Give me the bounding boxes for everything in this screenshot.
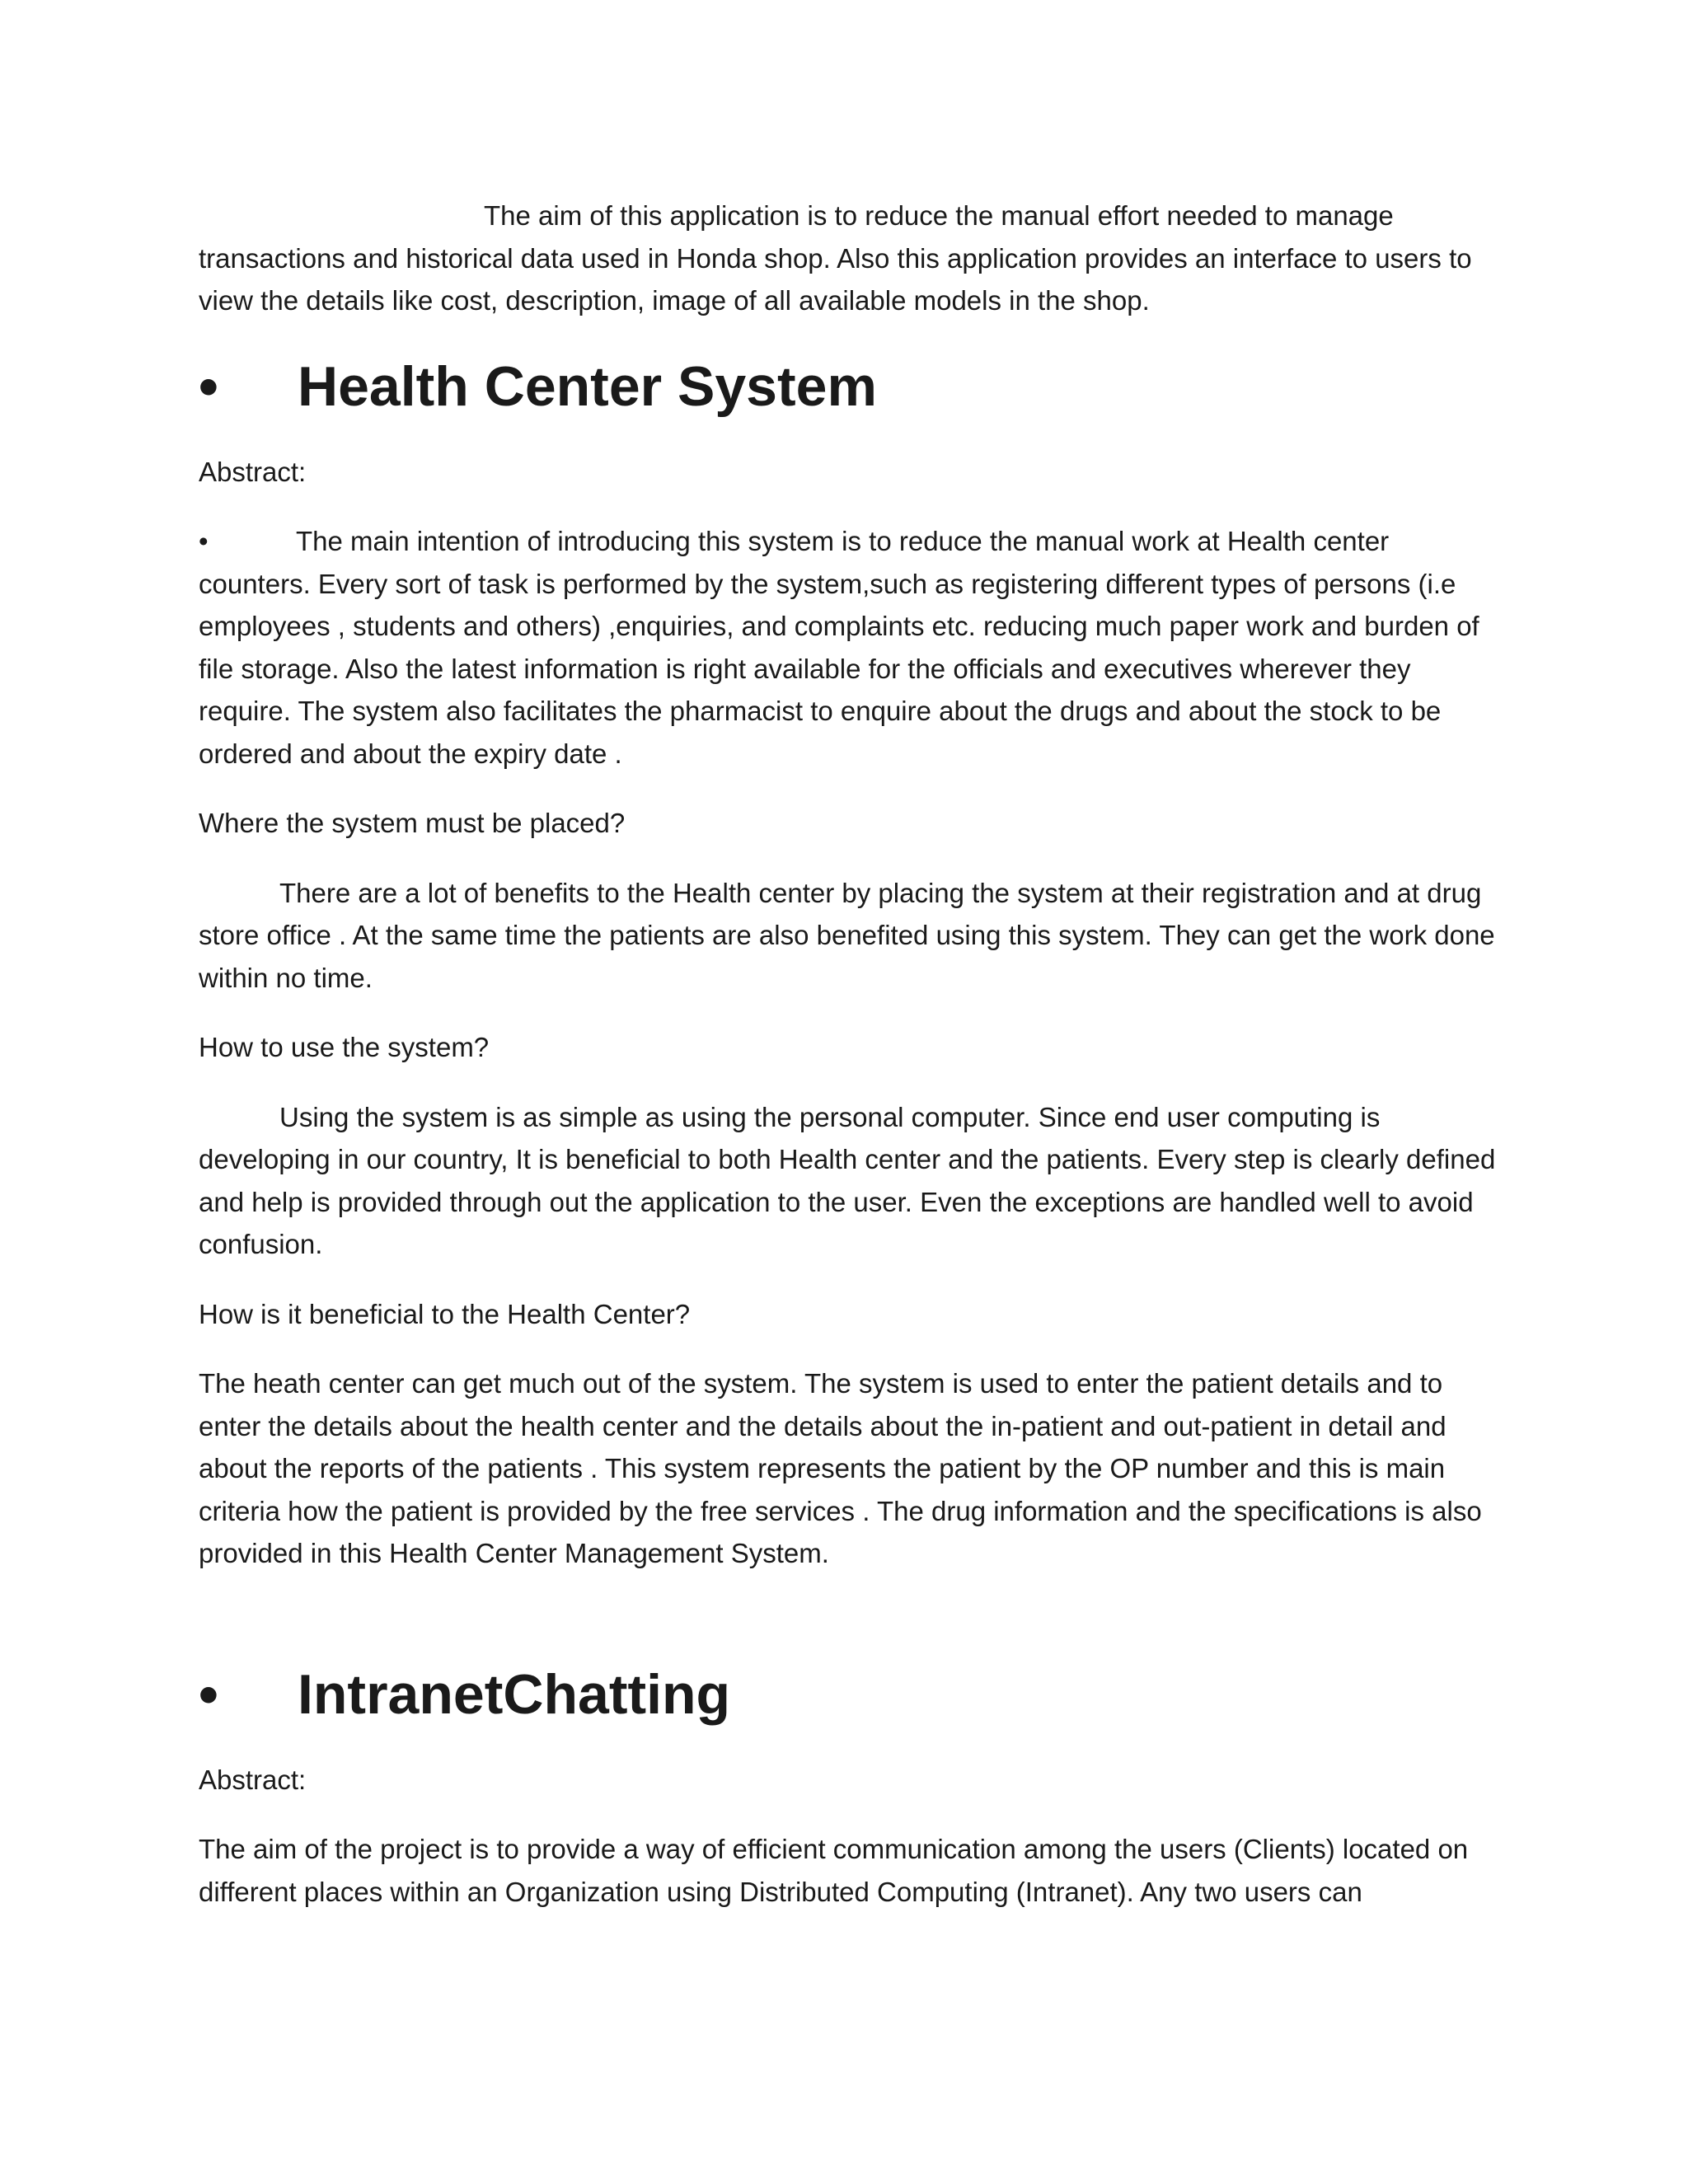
question-usage: How to use the system?	[199, 1032, 490, 1062]
heading-title: IntranetChatting	[298, 1662, 731, 1726]
heading-bullet: •	[199, 354, 218, 418]
section-heading-intranet-chatting	[199, 1657, 1501, 1732]
abstract-label: Abstract:	[199, 1764, 307, 1795]
answer-placement: There are a lot of benefits to the Health center by placing the system at their registration and at drug store office . At the same time the patients are also benefited using this system. They can get the work done within no time.	[199, 877, 1495, 993]
abstract-paragraph	[199, 520, 1501, 775]
abstract-text: The main intention of introducing this system is to reduce the manual work at Health center counters. Every sort of task is performed by the system,such as registering different types of persons (i.e employees , students and others) ,enquiries, and complaints etc. reducing much paper work and burden of file storage. Also the latest information is right available for the officials and executives wherever they require. The system also facilitates the pharmacist to enquire about the drugs and about the stock to be ordered and about the expiry date .	[199, 526, 1479, 769]
heading-bullet: •	[199, 1662, 218, 1726]
abstract-paragraph: The aim of the project is to provide a way of efficient communication among the users (Clients) located on different places within an Organization using Distributed Computing (Intranet). Any two users can	[199, 1834, 1469, 1907]
heading-title: Health Center System	[298, 354, 877, 418]
question-benefit: How is it beneficial to the Health Center?	[199, 1298, 691, 1329]
section-heading-health-center	[199, 349, 1501, 424]
answer-benefit: The heath center can get much out of the system. The system is used to enter the patient details and to enter the details about the health center and the details about the in-patient and out-patient in detail and about the reports of the patients . This system represents the patient by the OP number and this is main criteria how the patient is provided by the free services . The drug information and the specifications is also provided in this Health Center Management System.	[199, 1368, 1482, 1568]
abstract-label: Abstract:	[199, 456, 307, 487]
answer-usage: Using the system is as simple as using the personal computer. Since end user computing is developing in our country, It is beneficial to both Health center and the patients. Every step is clearly defined and help is provided through out the application to the user. Even the exceptions are handled well to avoid confusion.	[199, 1101, 1496, 1259]
intro-paragraph: The aim of this application is to reduce the manual effort needed to manage transactions and historical data used in Honda shop. Also this application provides an interface to users to view the details like cost, description, image of all available models in the shop.	[199, 200, 1472, 316]
abstract-bullet: •	[199, 526, 209, 556]
question-placement: Where the system must be placed?	[199, 808, 626, 838]
document-page	[199, 194, 1501, 1913]
